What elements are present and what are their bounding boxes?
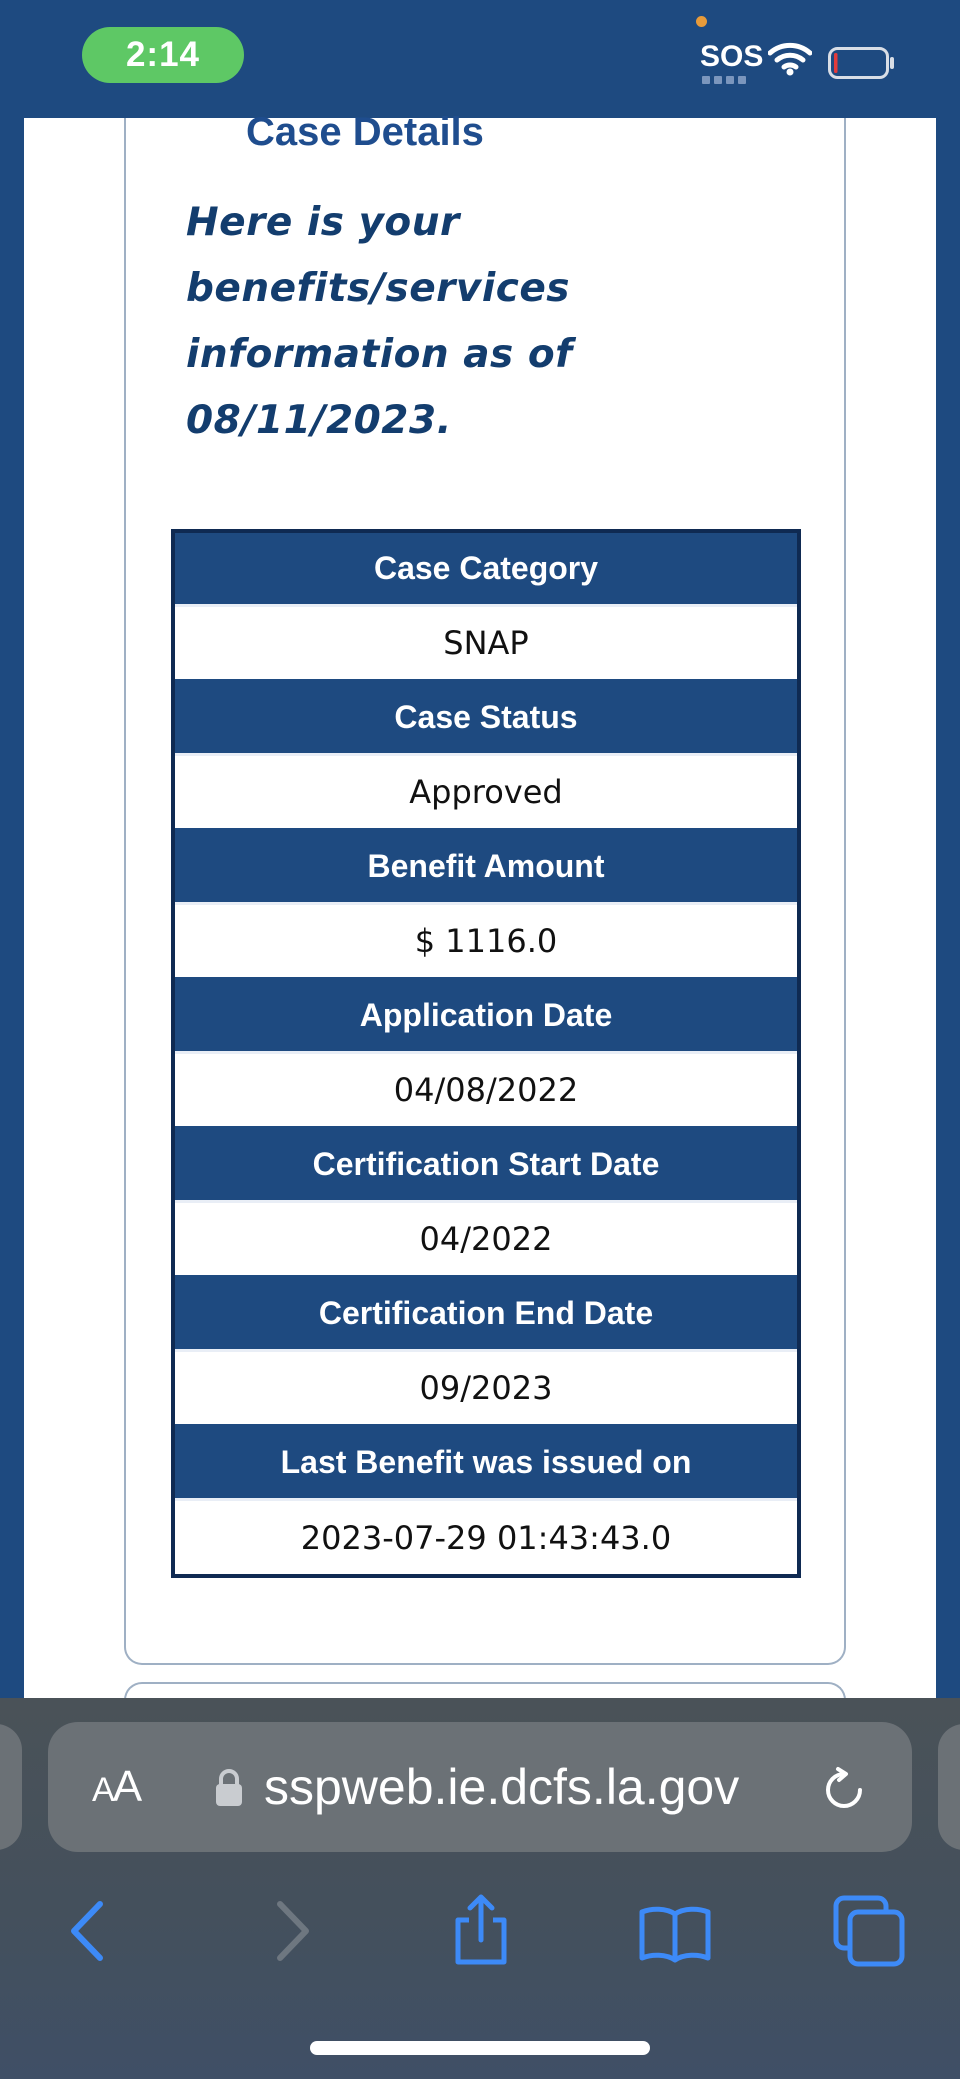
benefit-amount-label: Benefit Amount xyxy=(175,831,797,905)
previous-tab-preview[interactable] xyxy=(0,1724,22,1850)
sos-indicator: SOS xyxy=(700,40,764,73)
application-date-label: Application Date xyxy=(175,980,797,1054)
privacy-indicator-dot xyxy=(696,16,707,27)
case-status-value: Approved xyxy=(175,756,797,831)
case-category-value: SNAP xyxy=(175,607,797,682)
tabs-icon[interactable] xyxy=(832,1894,906,1968)
battery-low-icon xyxy=(828,47,896,79)
lock-icon xyxy=(214,1768,244,1808)
case-category-label: Case Category xyxy=(175,533,797,607)
share-icon[interactable] xyxy=(444,1894,518,1968)
last-benefit-issued-value: 2023-07-29 01:43:43.0 xyxy=(175,1501,797,1574)
case-status-label: Case Status xyxy=(175,682,797,756)
home-indicator[interactable] xyxy=(310,2041,650,2055)
back-icon[interactable] xyxy=(52,1894,126,1968)
next-tab-preview[interactable] xyxy=(938,1724,960,1850)
bookmarks-icon[interactable] xyxy=(638,1894,712,1968)
signal-dots xyxy=(702,76,746,84)
wifi-icon xyxy=(768,42,812,76)
certification-end-date-value: 09/2023 xyxy=(175,1352,797,1427)
benefit-amount-value: $ 1116.0 xyxy=(175,905,797,980)
last-benefit-issued-label: Last Benefit was issued on xyxy=(175,1427,797,1501)
status-time[interactable]: 2:14 xyxy=(82,27,244,83)
application-date-value: 04/08/2022 xyxy=(175,1054,797,1129)
forward-icon[interactable] xyxy=(254,1894,328,1968)
url-text[interactable]: sspweb.ie.dcfs.la.gov xyxy=(264,1759,740,1815)
case-details-table xyxy=(171,529,801,1578)
aa-small-letter: A xyxy=(92,1771,113,1809)
aa-big-letter: A xyxy=(112,1762,141,1811)
certification-start-date-label: Certification Start Date xyxy=(175,1129,797,1203)
page-title: Case Details xyxy=(246,110,484,154)
status-bar xyxy=(0,0,960,118)
certification-start-date-value: 04/2022 xyxy=(175,1203,797,1278)
certification-end-date-label: Certification End Date xyxy=(175,1278,797,1352)
page-settings-button[interactable] xyxy=(92,1762,140,1812)
reload-icon[interactable] xyxy=(820,1766,868,1814)
benefits-intro-text: Here is your benefits/services information as of 08/11/2023. xyxy=(186,200,573,443)
